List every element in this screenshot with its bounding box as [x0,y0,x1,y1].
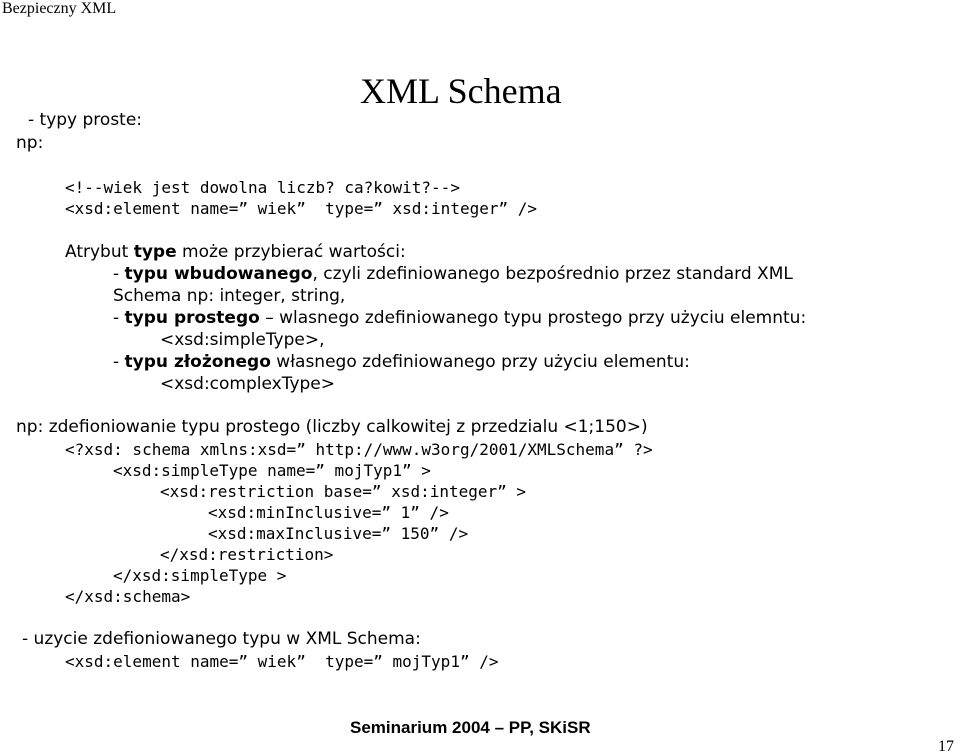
item2-bold: typu prostego [124,308,260,328]
code-restriction-close: </xsd:restriction> [160,545,334,564]
item3-prefix: - [113,352,125,372]
code-schema-open: <?xsd: schema xmlns:xsd=” http://www.w3org/2001/XMLSchema” ?> [65,440,653,459]
item1-bold: typu wbudowanego [124,264,313,284]
item1-prefix: - [113,264,125,284]
page-number: 17 [938,738,954,755]
code-element-integer: <xsd:element name=” wiek” type=” xsd:integer” /> [65,199,538,218]
example2-intro: np: zdefioniowanie typu prostego (liczby calkowitej z przedzialu <1;150>) [16,417,648,437]
item-complex-type [113,352,690,373]
code-maxinclusive: <xsd:maxInclusive=” 150” /> [208,524,469,543]
attribute-intro-prefix: Atrybut [65,242,134,262]
intro-line-2: np: [16,133,44,153]
code-simpletype-open: <xsd:simpleType name=” mojTyp1” > [113,461,431,480]
header-title: Bezpieczny XML [2,0,117,17]
code-schema-close: </xsd:schema> [65,587,191,606]
item1-suffix: , czyli zdefiniowanego bezpośrednio przez standard XML [312,264,793,284]
attribute-intro-bold: type [133,242,177,262]
usage-intro: - uzycie zdefioniowanego typu w XML Schema: [22,629,421,649]
item1-continuation: Schema np: integer, string, [113,286,346,306]
item3-suffix: własnego zdefiniowanego przy użyciu elementu: [270,352,690,372]
slide-title: XML Schema [360,71,562,111]
item-simple-type [113,308,806,329]
item3-bold: typu złożonego [124,352,271,372]
intro-line-1: - typy proste: [28,110,143,130]
item2-continuation: <xsd:simpleType>, [160,330,325,350]
code-simpletype-close: </xsd:simpleType > [113,566,287,585]
item2-prefix: - [113,308,125,328]
attribute-intro [65,242,406,263]
footer: Seminarium 2004 – PP, SKiSR [350,718,591,737]
item-builtin-type [113,264,793,285]
code-mininclusive: <xsd:minInclusive=” 1” /> [208,503,449,522]
code-restriction-open: <xsd:restriction base=” xsd:integer” > [160,482,527,501]
item2-suffix: – wlasnego zdefiniowanego typu prostego przy użyciu elemntu: [259,308,807,328]
attribute-intro-suffix: może przybierać wartości: [176,242,406,262]
item3-continuation: <xsd:complexType> [160,374,336,394]
code-element-mojtyp1: <xsd:element name=” wiek” type=” mojTyp1” /> [65,652,499,671]
code-comment: <!--wiek jest dowolna liczb? ca?kowit?--> [65,178,460,197]
